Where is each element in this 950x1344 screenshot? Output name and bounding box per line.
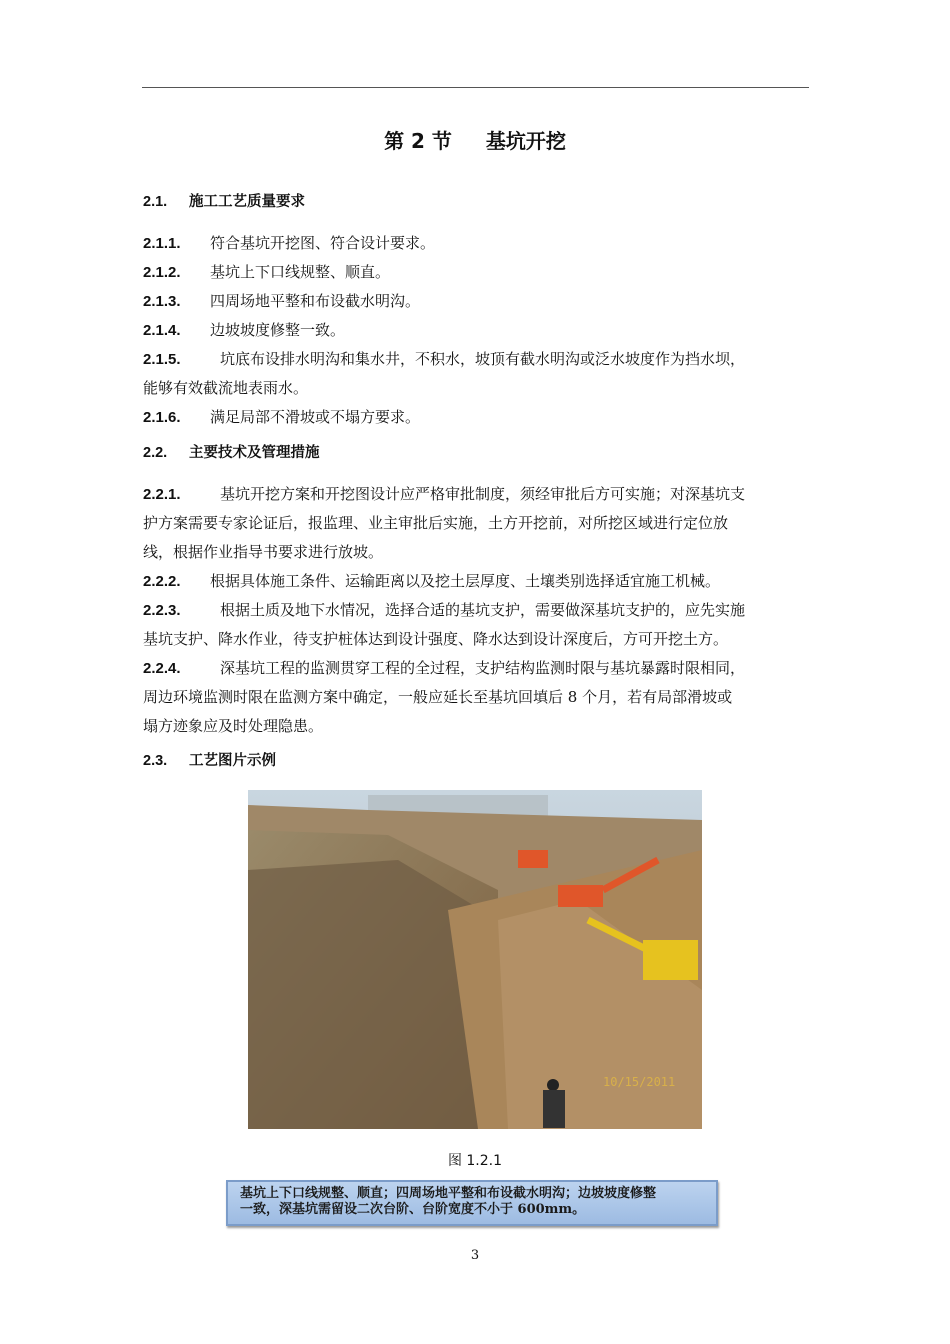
note-box <box>226 1180 718 1226</box>
heading-2-1: 2.1. 施工工艺质量要求 <box>143 194 305 210</box>
item-2-2-1-cont: 线，根据作业指导书要求进行放坡。 <box>143 543 384 561</box>
section-name: 基坑开挖 <box>485 129 566 153</box>
page-number: 3 <box>470 1248 480 1263</box>
item-2-1-3: 2.1.3. 四周场地平整和布设截水明沟。 <box>143 292 421 310</box>
excavator <box>558 885 603 907</box>
header-rule <box>142 87 809 88</box>
item-2-1-6: 2.1.6. 满足局部不滑坡或不塌方要求。 <box>143 408 421 426</box>
item-2-2-3-cont: 基坑支护、降水作业，待支护桩体达到设计强度、降水达到设计深度后，方可开挖土方。 <box>143 630 729 648</box>
item-2-2-4: 2.2.4. 深基坑工程的监测贯穿工程的全过程，支护结构监测时限与基坑暴露时限相同， <box>143 659 746 677</box>
worker <box>543 1090 565 1128</box>
item-2-2-4-cont: 塌方迹象应及时处理隐患。 <box>143 717 324 735</box>
item-2-2-3: 2.2.3. 根据土质及地下水情况，选择合适的基坑支护，需要做深基坑支护的，应先实施 <box>143 601 746 619</box>
excavator <box>518 850 548 868</box>
note-line: 一致，深基坑需留设二次台阶、台阶宽度不小于 600mm。 <box>240 1202 586 1217</box>
item-2-1-5: 2.1.5. 坑底布设排水明沟和集水井，不积水，坡顶有截水明沟或泛水坡度作为挡水坝， <box>143 350 746 368</box>
item-2-1-4: 2.1.4. 边坡坡度修整一致。 <box>143 321 346 339</box>
item-2-2-4-cont: 周边环境监测时限在监测方案中确定，一般应延长至基坑回填后 8 个月，若有局部滑坡或 <box>143 688 733 706</box>
excavator <box>643 940 698 980</box>
heading-2-2: 2.2. 主要技术及管理措施 <box>143 445 320 461</box>
note-line: 基坑上下口线规整、顺直；四周场地平整和布设截水明沟；边坡坡度修整 <box>240 1186 657 1201</box>
item-2-2-1-cont: 护方案需要专家论证后，报监理、业主审批后实施，土方开挖前，对所挖区域进行定位放 <box>143 514 729 532</box>
item-2-2-1: 2.2.1. 基坑开挖方案和开挖图设计应严格审批制度，须经审批后方可实施；对深基坑支 <box>143 485 746 503</box>
item-2-1-1: 2.1.1. 符合基坑开挖图、符合设计要求。 <box>143 234 436 252</box>
item-2-1-2: 2.1.2. 基坑上下口线规整、顺直。 <box>143 263 391 281</box>
section-title <box>0 125 950 154</box>
section-number: 第 2 节 <box>384 129 452 153</box>
svg-text:10/15/2011: 10/15/2011 <box>603 1075 676 1089</box>
figure-caption: 图 1.2.1 <box>447 1153 503 1169</box>
item-2-2-2: 2.2.2. 根据具体施工条件、运输距离以及挖土层厚度、土壤类别选择适宜施工机械。 <box>143 572 721 590</box>
excavation-photo <box>248 790 702 1129</box>
item-2-1-5-cont: 能够有效截流地表雨水。 <box>143 379 309 397</box>
heading-2-3: 2.3. 工艺图片示例 <box>143 753 276 769</box>
